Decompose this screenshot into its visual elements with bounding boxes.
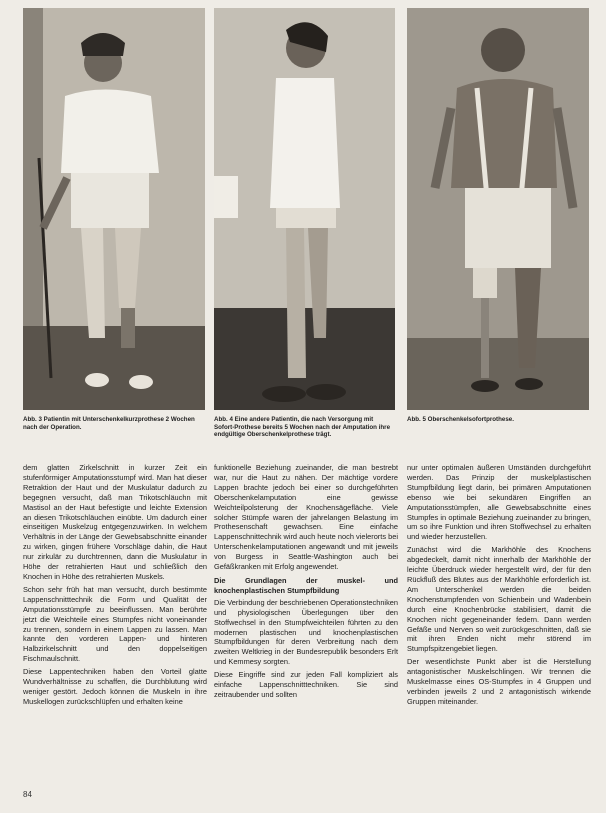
paragraph: funktionelle Beziehung zueinander, die man bestrebt war, nur die Haut zu nähen. Der mächtige vordere Lappen brachte jedoch bei einer so durchgeführten Oberschenkelamputation eine gewisse Weichteilpolsterung der Knochensägefläche. Viele solcher Stümpfe waren der jahrelangen Belastung im Prothesenschaft gewachsen. Eine einfache Lappenschnittechnik wird auch heute noch vielerorts bei Unterschenkelamputationen angewandt und mit jeweils von Burgess in Seattle-Washington auch bei Gefäßkranken mit Erfolg angewendet. — [214, 463, 398, 572]
figure-5-photo — [407, 8, 589, 410]
text-column-2 — [214, 463, 398, 700]
paragraph: Diese Lappentechniken haben den Vorteil glatte Wundverhältnisse zu schaffen, die Durchblutung wird weniger gestört. Jedoch können die Muskeln in ihre Muskellogen zurückschlüpfen und erhalten keine — [23, 667, 207, 706]
paragraph: Diese Eingriffe sind zur jeden Fall kompliziert als einfache Lappenschnitttechniken. Sie sind zeitraubender und sollten — [214, 670, 398, 699]
paragraph: Der wesentlichste Punkt aber ist die Herstellung antagonistischer Muskelschlingen. Wir trennen die Muskelmasse eines OS-Stumpfes in 4 Gruppen und verbinden jeweils 2 und 2 antagonistisch wirkende Gruppen miteinander. — [407, 657, 591, 706]
section-heading: Die Grundlagen der muskel- und knochenplastischen Stumpfbildung — [214, 575, 398, 595]
paragraph: nur unter optimalen äußeren Umständen durchgeführt werden. Das Prinzip der muskelplastischen Stumpfbildung liegt darin, bei primären Amputationen ebenso wie bei sekundären Eingriffen an Amputationsstümpfen, alle Gewebsabschnitte eines Stumpfes in optimale Beziehung zueinander zu bringen, um so ihre Funktion und ihren Stoffwechsel zu erhalten und wieder herzustellen. — [407, 463, 591, 542]
figure-3-photo — [23, 8, 205, 410]
paragraph: Schon sehr früh hat man versucht, durch bestimmte Lappenschnitttechnik die Form und Qualität der Amputationsstümpfe zu beeinflussen. Man berührte jetzt die Weichteile eines Stumpfes nicht voneinander zu trennen, sondern in einem Lappen zu lassen. Man kannte den vorderen Lappen- und hinteren Halbzirkelschnitt und den doppelseitigen Fischmaulschnitt. — [23, 584, 207, 664]
figure-4-caption: Abb. 4 Eine andere Patientin, die nach Versorgung mit Sofort-Prothese bereits 5 Wochen nach der Amputation ihre endgültige Oberschenkelprothese trägt. — [214, 416, 391, 439]
paragraph: dem glatten Zirkelschnitt in kurzer Zeit ein stufenförmiger Amputationsstumpf wird. Man hat dieser Retraktion der Haut und der Muskulatur dadurch zu begegnen versucht, daß man Trikotschläuchn mit Mastisol an der Haut befestigte und leichte Extension an diesen Trikotschläuchen einübte. Um dadurch einer einseitigen Muskelzug entgegenzuwirken. In welchem Verhältnis in der Länge der Gewebsabschnitte einander zu wirken, gingen frühere Vorschläge dahin, die Haut nur zirkulär zu durchtrennen, dann die Muskulatur in Höhe der retrahierten Haut und schließlich den Knochen in Höhe des retrahierten Muskels. — [23, 463, 207, 581]
paragraph: Die Verbindung der beschriebenen Operationstechniken und physiologischen Überlegungen über den Stoffwechsel in den Stumpfweichteilen führten zu den modernen plastischen und knochenplastischen Stumpfbildungen für deren Verbreitung nach dem zweiten Weltkrieg in der Bundesrepublik besonders Erlt und Kemmesy sorgten. — [214, 597, 398, 667]
text-column-1 — [23, 463, 207, 707]
page-number: 84 — [23, 790, 32, 799]
figure-5-caption: Abb. 5 Oberschenkelsofortprothese. — [407, 416, 514, 423]
text-column-3 — [407, 463, 591, 707]
figure-4-photo — [214, 8, 395, 410]
figure-3-caption: Abb. 3 Patientin mit Unterschenkelkurzprothese 2 Wochen nach der Operation. — [23, 416, 195, 431]
paragraph: Zunächst wird die Markhöhle des Knochens abgedeckelt, damit nicht innerhalb der Markhöhle der leichte Überdruck wieder hergestellt wird, der für den Rückfluß des Blutes aus der Markhöhle erforderlich ist. Am Unterschenkel werden die beiden Knochenstumpfenden von Schienbein und Wadenbein durch eine Knochenbrücke stabilisiert, damit die Knochen nicht gegeneinander federn. Dann werden Gefäße und Nerven so weit zurückgeschnitten, daß sie mit ihren Enden nicht mehr störend im Stumpfspitzengebiet liegen. — [407, 545, 591, 654]
